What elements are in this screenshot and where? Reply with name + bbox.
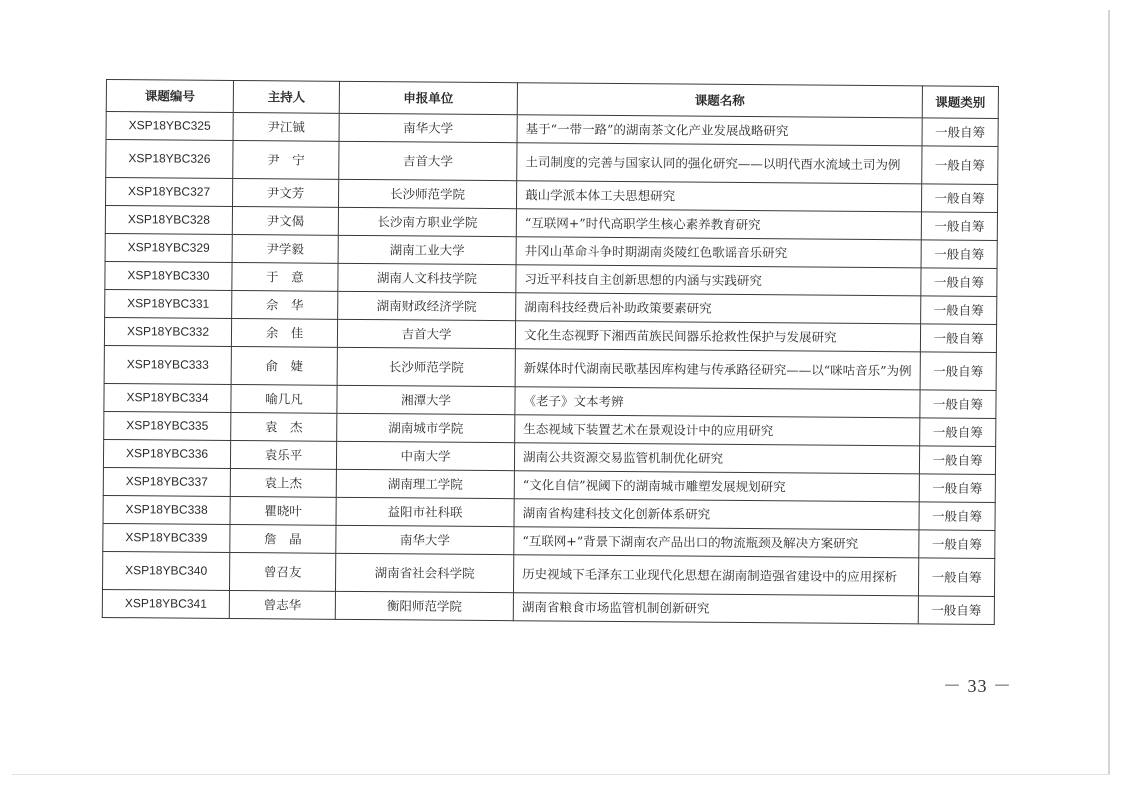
project-table-container (102, 79, 998, 625)
host-name: 尹 宁 (233, 140, 339, 179)
unit-name: 南华大学 (339, 113, 517, 142)
host-name: 喻几凡 (231, 384, 337, 413)
unit-name: 吉首大学 (337, 319, 515, 348)
project-code: XSP18YBC326 (106, 140, 233, 179)
project-title: “互联网+”时代高职学生核心素养教育研究 (516, 209, 921, 240)
unit-name: 湖南省社会科学院 (335, 553, 513, 592)
unit-name: 湖南城市学院 (337, 413, 515, 442)
project-title: 习近平科技自主创新思想的内涵与实践研究 (516, 265, 921, 296)
project-code: XSP18YBC330 (105, 261, 232, 290)
project-category: 一般自筹 (921, 268, 997, 297)
project-category: 一般自筹 (921, 212, 997, 241)
project-title: “文化自信”视阈下的湖南城市雕塑发展规划研究 (514, 471, 919, 502)
project-category: 一般自筹 (920, 390, 996, 419)
host-name: 袁 杰 (231, 412, 337, 441)
host-name: 尹文偈 (232, 206, 338, 235)
host-name: 袁乐平 (230, 440, 336, 469)
project-title: 新媒体时代湖南民歌基因库构建与传承路径研究——以“咪咕音乐”为例 (515, 349, 920, 390)
unit-name: 湖南财政经济学院 (338, 291, 516, 320)
project-code: XSP18YBC327 (106, 178, 233, 207)
host-name: 尹江铖 (233, 113, 339, 142)
header-category: 课题类别 (922, 86, 998, 119)
project-title: 基于“一带一路”的湖南茶文化产业发展战略研究 (517, 115, 922, 146)
host-name: 余 佳 (231, 318, 337, 347)
project-category: 一般自筹 (921, 240, 997, 269)
project-category: 一般自筹 (919, 474, 995, 503)
project-category: 一般自筹 (920, 418, 996, 447)
table-row (102, 589, 994, 624)
unit-name: 吉首大学 (339, 141, 517, 180)
project-code: XSP18YBC340 (102, 551, 229, 590)
host-name: 瞿晓叶 (230, 496, 336, 525)
unit-name: 湖南理工学院 (336, 469, 514, 498)
project-category: 一般自筹 (919, 502, 995, 531)
unit-name: 南华大学 (336, 525, 514, 554)
project-category: 一般自筹 (918, 596, 994, 625)
project-code: XSP18YBC332 (104, 317, 231, 346)
project-category: 一般自筹 (918, 558, 994, 597)
project-code: XSP18YBC338 (103, 495, 230, 524)
host-name: 尹文芳 (233, 178, 339, 207)
project-code: XSP18YBC331 (105, 289, 232, 318)
project-category: 一般自筹 (919, 530, 995, 559)
unit-name: 衡阳师范学院 (335, 591, 513, 620)
host-name: 袁上杰 (230, 468, 336, 497)
project-title: 文化生态视野下湘西苗族民间器乐抢救性保护与发展研究 (515, 321, 920, 352)
unit-name: 湖南工业大学 (338, 235, 516, 264)
project-title: 湖南科技经费后补助政策要素研究 (516, 293, 921, 324)
host-name: 曾志华 (229, 590, 335, 619)
project-code: XSP18YBC334 (104, 383, 231, 412)
unit-name: 湖南人文科技学院 (338, 263, 516, 292)
project-code: XSP18YBC329 (105, 233, 232, 262)
project-title: 土司制度的完善与国家认同的强化研究——以明代酉水流域土司为例 (517, 143, 922, 184)
unit-name: 益阳市社科联 (336, 497, 514, 526)
project-title: 《老子》文本考辨 (515, 387, 920, 418)
page-number: － 33 － (943, 676, 1012, 696)
project-title: “互联网+”背景下湖南农产品出口的物流瓶颈及解决方案研究 (514, 527, 919, 558)
unit-name: 中南大学 (336, 441, 514, 470)
project-category: 一般自筹 (920, 352, 996, 391)
project-title: 湖南省粮食市场监管机制创新研究 (513, 593, 918, 624)
project-title: 蕺山学派本体工夫思想研究 (516, 181, 921, 212)
page-edge-bottom (12, 774, 1110, 775)
project-title: 湖南公共资源交易监管机制优化研究 (514, 443, 919, 474)
header-project-name: 课题名称 (517, 83, 922, 118)
header-unit: 申报单位 (339, 81, 517, 114)
header-project-code: 课题编号 (106, 80, 233, 113)
project-title: 湖南省构建科技文化创新体系研究 (514, 499, 919, 530)
project-category: 一般自筹 (922, 146, 998, 185)
unit-name: 长沙师范学院 (338, 179, 516, 208)
project-code: XSP18YBC336 (103, 439, 230, 468)
unit-name: 长沙南方职业学院 (338, 207, 516, 236)
project-category: 一般自筹 (919, 446, 995, 475)
project-category: 一般自筹 (921, 184, 997, 213)
project-title: 历史视域下毛泽东工业现代化思想在湖南制造强省建设中的应用探析 (513, 555, 918, 596)
unit-name: 湘潭大学 (337, 385, 515, 414)
host-name: 俞 婕 (231, 346, 337, 385)
host-name: 佘 华 (232, 290, 338, 319)
project-code: XSP18YBC339 (103, 523, 230, 552)
project-code: XSP18YBC333 (104, 345, 231, 384)
project-category: 一般自筹 (921, 296, 997, 325)
project-category: 一般自筹 (920, 324, 996, 353)
project-title: 井冈山革命斗争时期湖南炎陵红色歌谣音乐研究 (516, 237, 921, 268)
host-name: 于 意 (232, 262, 338, 291)
project-code: XSP18YBC325 (106, 112, 233, 141)
unit-name: 长沙师范学院 (337, 347, 515, 386)
page-edge (1108, 10, 1110, 775)
header-host: 主持人 (233, 81, 339, 114)
host-name: 曾召友 (229, 552, 335, 591)
project-code: XSP18YBC335 (104, 411, 231, 440)
project-table (102, 79, 999, 625)
host-name: 尹学毅 (232, 234, 338, 263)
project-code: XSP18YBC328 (105, 206, 232, 235)
project-category: 一般自筹 (922, 118, 998, 147)
host-name: 詹 晶 (230, 524, 336, 553)
project-code: XSP18YBC341 (102, 589, 229, 618)
project-code: XSP18YBC337 (103, 467, 230, 496)
project-title: 生态视域下装置艺术在景观设计中的应用研究 (515, 415, 920, 446)
